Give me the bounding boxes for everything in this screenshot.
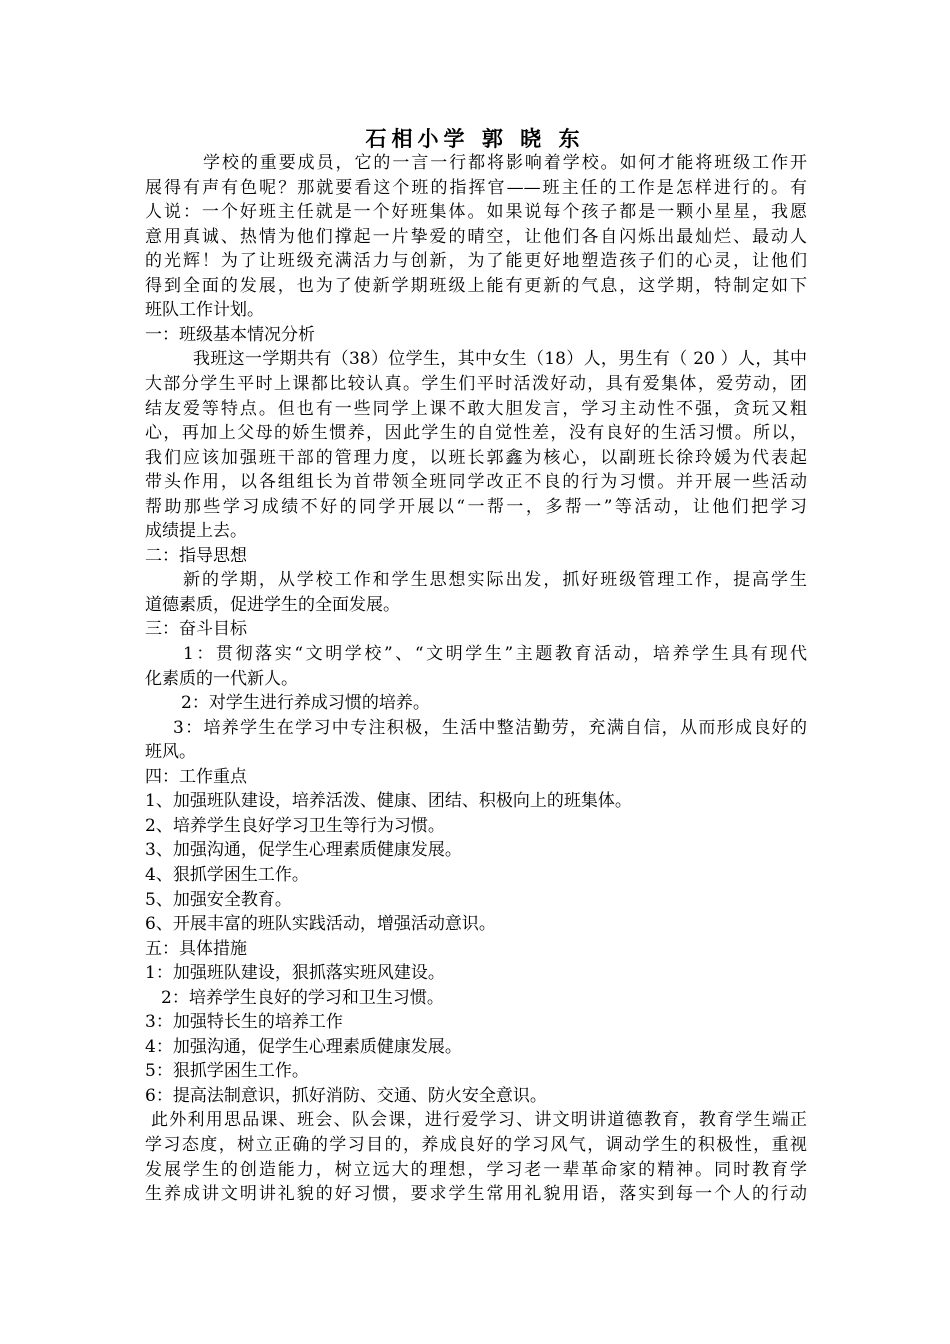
- body-line: 一：班级基本情况分析: [145, 324, 315, 345]
- body-line: 班风。: [145, 742, 196, 763]
- body-line: 2、培养学生良好学习卫生等行为习惯。: [145, 815, 445, 836]
- body-line: 此外利用思品课、班会、队会课，进行爱学习、讲文明讲道德教育，教育学生端正: [151, 1110, 807, 1131]
- body-line: 人说：一个好班主任就是一个好班集体。如果说每个孩子都是一颗小星星，我愿: [145, 202, 807, 223]
- body-line: 新的学期，从学校工作和学生思想实际出发，抓好班级管理工作，提高学生: [183, 570, 807, 591]
- body-line: 4、狠抓学困生工作。: [145, 864, 309, 885]
- body-line: 生养成讲文明讲礼貌的好习惯，要求学生常用礼貌用语，落实到每一个人的行动: [145, 1184, 807, 1205]
- body-line: 学校的重要成员，它的一言一行都将影响着学校。如何才能将班级工作开: [203, 153, 807, 173]
- body-line: 2：培养学生良好的学习和卫生习惯。: [161, 987, 444, 1008]
- body-line: 展得有声有色呢？那就要看这个班的指挥官——班主任的工作是怎样进行的。有: [145, 177, 807, 198]
- document-title: 石相小学 郭 晓 东: [365, 126, 585, 151]
- body-line: 四：工作重点: [145, 766, 247, 787]
- body-line: 得到全面的发展，也为了使新学期班级上能有更新的气息，这学期，特制定如下: [145, 275, 807, 296]
- body-line: 5、加强安全教育。: [145, 889, 292, 910]
- body-line: 的光辉！为了让班级充满活力与创新，为了能更好地塑造孩子们的心灵，让他们: [145, 251, 807, 272]
- body-line: 6：提高法制意识，抓好消防、交通、防火安全意识。: [145, 1085, 547, 1106]
- body-line: 帮助那些学习成绩不好的同学开展以“一帮一，多帮一”等活动，让他们把学习: [145, 496, 807, 517]
- body-line: 学习态度，树立正确的学习目的，养成良好的学习风气，调动学生的积极性，重视: [145, 1135, 807, 1155]
- body-line: 3：培养学生在学习中专注积极，生活中整洁勤劳，充满自信，从而形成良好的: [173, 717, 807, 738]
- body-line: 道德素质，促进学生的全面发展。: [145, 594, 400, 615]
- body-line: 化素质的一代新人。: [145, 668, 298, 689]
- body-line: 2：对学生进行养成习惯的培养。: [181, 693, 430, 714]
- body-line: 心，再加上父母的娇生惯养，因此学生的自觉性差，没有良好的生活习惯。所以，: [145, 423, 807, 444]
- body-line: 三：奋斗目标: [145, 619, 247, 640]
- body-line: 二：指导思想: [145, 545, 247, 566]
- body-line: 6、开展丰富的班队实践活动，增强活动意识。: [145, 914, 496, 935]
- body-line: 发展学生的创造能力，树立远大的理想，学习老一辈革命家的精神。同时教育学: [145, 1159, 807, 1180]
- body-line: 我们应该加强班干部的管理力度，以班长郭鑫为核心，以副班长徐玲媛为代表起: [145, 447, 807, 468]
- body-line: 1：贯彻落实“文明学校”、“文明学生”主题教育活动，培养学生具有现代: [183, 644, 807, 664]
- body-line: 1：加强班队建设，狠抓落实班风建设。: [145, 963, 445, 984]
- body-line: 带头作用，以各组组长为首带领全班同学改正不良的行为习惯。并开展一些活动: [145, 472, 807, 493]
- body-line: 五：具体措施: [145, 938, 247, 959]
- body-line: 意用真诚、热情为他们撑起一片挚爱的晴空，让他们各自闪烁出最灿烂、最动人: [145, 226, 807, 247]
- body-line: 我班这一学期共有（38）位学生，其中女生（18）人，男生有（ 20 ）人，其中: [193, 349, 807, 370]
- body-line: 3：加强特长生的培养工作: [145, 1012, 343, 1033]
- body-line: 成绩提上去。: [145, 521, 247, 542]
- body-line: 班队工作计划。: [145, 300, 264, 321]
- body-line: 4：加强沟通，促学生心理素质健康发展。: [145, 1036, 462, 1057]
- body-line: 5：狠抓学困生工作。: [145, 1061, 309, 1082]
- body-line: 3、加强沟通，促学生心理素质健康发展。: [145, 840, 462, 861]
- body-line: 1、加强班队建设，培养活泼、健康、团结、积极向上的班集体。: [145, 791, 632, 812]
- body-line: 结友爱等特点。但也有一些同学上课不敢大胆发言，学习主动性不强，贪玩又粗: [145, 398, 807, 419]
- body-line: 大部分学生平时上课都比较认真。学生们平时活泼好动，具有爱集体，爱劳动，团: [145, 373, 807, 394]
